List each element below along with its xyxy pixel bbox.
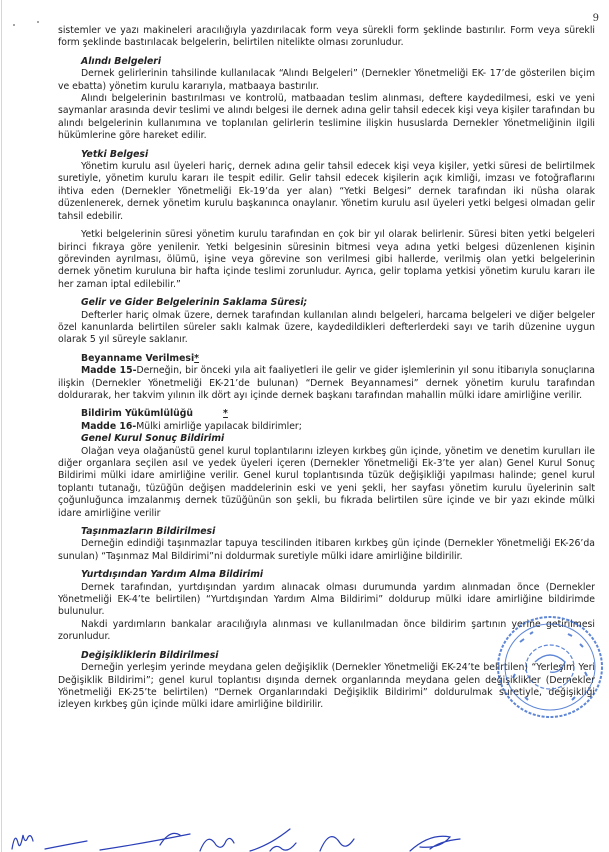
paragraph: Derneğin yerleşim yerinde meydana gelen değişiklik (Dernekler Yönetmeliği EK-24’te belirtilen) “Yerleşim Yeri Değişiklik Bildirimi”; genel kurul toplantısı dışında dernek organlarında meydana gelen değişiklikler (Dernekler Yönetmeliği EK-25’te belirtilen) “Dernek Organlarındaki Değişiklik Bildirimi” doldurulmak suretiyle, değişikliği izleyen kırkbeş gün içinde mülki idare amirliğine bildirilir. [58, 662, 595, 711]
section-heading-bildirim [81, 408, 595, 420]
article-text: Mülki amirliğe yapılacak bildirimler; [136, 420, 302, 432]
section-heading-saklama: Gelir ve Gider Belgelerinin Saklama Süresi; [81, 297, 308, 309]
heading-text: Bildirim Yükümlülüğü [81, 408, 194, 420]
paragraph: Olağan veya olağanüstü genel kurul toplantılarını izleyen kırkbeş gün içinde, yönetim ve denetim kurulları ile diğer organlara seçilen asıl ve yedek üyeleri içeren (Dernekler Yönetmeliği Ek-3’te yer alan) Genel Kurul Sonuç Bildirimi mülki idare amirliğine verilir. Genel kurul toplantısında tüzük değişikliği yapılması halinde; genel kurul toplantı tutanağı, tüzüğün değişen maddelerinin eski ve yeni şekli, her sayfası yönetim kurulu üyelerinin salt çoğunluğunca imzalanmış dernek tüzüğünün son şekli, bu fıkrada belirtilen süre içinde ve bir yazı ekinde mülki idare amirliğine verilir [58, 445, 595, 519]
signature-7 [410, 836, 460, 851]
article-text: Derneğin, bir önceki yıla ait faaliyetleri ile gelir ve gider işlemlerinin yıl sonu itibarıyla sonuçlarına ilişkin (Dernekler Yönetmeliği EK-21’de bulunan) “Dernek Beyannamesi” dernek yönetim kurulu tarafından doldurarak, her takvim yılının ilk dört ayı içinde dernek başkanı tarafından mahallin mülki idare amirliğine verilir. [58, 365, 595, 401]
section-heading-tasinmaz: Taşınmazların Bildirilmesi [81, 526, 216, 538]
heading-text: Beyanname Verilmesi [81, 352, 195, 364]
article-label: Madde 16- [81, 420, 137, 432]
footnote-star: * [223, 408, 228, 420]
paragraph: Nakdi yardımların bankalar aracılığıyla alınması ve kullanılmadan önce bildirim şartının yerine getirilmesi zorunludur. [58, 618, 595, 643]
scan-speck [13, 24, 15, 26]
section-heading-alindi: Alındı Belgeleri [81, 55, 162, 67]
paragraph [58, 365, 595, 402]
section-heading-yurtdisi: Yurtdışından Yardım Alma Bildirimi [81, 569, 264, 581]
paragraph: Derneğin edindiği taşınmazlar tapuya tescilinden itibaren kırkbeş gün içinde (Dernekler Yönetmeliği EK-26’da sunulan) “Taşınmaz Mal Bildirimi”ni doldurmak suretiyle mülki idare amirliğine bildirilir. [58, 538, 595, 562]
section-heading-genel-kurul: Genel Kurul Sonuç Bildirimi [81, 433, 225, 445]
section-heading-beyanname [81, 353, 595, 365]
scan-edge [1, 0, 2, 852]
paragraph: Yönetim kurulu asıl üyeleri hariç, dernek adına gelir tahsil edecek kişi veya kişiler, yetki süresi de belirtilmek suretiyle, yönetim kurulu kararı ile tespit edilir. Gelir tahsil edecek kişilerin açık kimliği, imzası ve fotoğraflarını ihtiva eden (Dernekler Yönetmeliği Ek-19’da yer alan) “Yetki Belgesi” dernek tarafından iki nüsha olarak düzenlenerek, dernek yönetim kurulu başkanınca onaylanır. Yönetim kurulu asıl üyeleri yetki belgesi olmadan gelir tahsil edebilir. [58, 161, 595, 222]
paragraph: Yetki belgelerinin süresi yönetim kurulu tarafından en çok bir yıl olarak belirlenir. Süresi biten yetki belgeleri birinci fıkraya göre yenilenir. Yetki belgesinin süresinin bitmesi veya adına yetki belgesi düzenlenen kişinin görevinden ayrılması, ölümü, işine veya görevine son verilmesi gibi hallerde, verilmiş olan yetki belgelerinin dernek yönetim kuruluna bir hafta içinde teslimi zorunludur. Ayrıca, gelir toplama yetkisi yönetim kurulu kararı ile her zaman iptal edilebilir.” [58, 229, 595, 290]
document-body [58, 25, 595, 712]
article-label: Madde 15- [81, 365, 137, 377]
signature-5 [250, 829, 296, 851]
page-number: 9 [592, 13, 599, 24]
intro-paragraph: sistemler ve yazı makineleri aracılığıyla yazdırılacak form veya sürekli form şeklinde bastırılır. Form veya sürekli form şeklinde bastırılacak belgelerin, belirtilen nitelikte olması zorunludur. [58, 25, 595, 49]
paragraph: Defterler hariç olmak üzere, dernek tarafından kullanılan alındı belgeleri, harcama belgeleri ve diğer belgeler özel kanunlarda belirtilen süreler saklı kalmak üzere, kaydedildikleri defterlerdeki sayı ve tarih düzenine uygun olarak 5 yıl süreyle saklanır. [58, 309, 595, 346]
paragraph [58, 421, 595, 433]
paragraph: Dernek tarafından, yurtdışından yardım alınacak olması durumunda yardım alınmadan önce (Dernekler Yönetmeliği EK-4’te belirtilen) “Yurtdışından Yardım Alma Bildirimi” doldurup mülki idare amirliğine bildirimde bulunulur. [58, 581, 595, 618]
signature-1 [12, 835, 33, 849]
signature-6 [320, 837, 354, 851]
signature-2 [45, 841, 87, 849]
paragraph: Alındı belgelerinin bastırılması ve kontrolü, matbaadan teslim alınması, deftere kaydedilmesi, eski ve yeni saymanlar arasında devir teslimi ve alındı belgesi ile dernek adına gelir tahsil edecek kişi veya kişiler tarafından bu alındı belgelerinin kullanımına ve toplanılan gelirlerin teslimine ilişkin hususlarda Dernekler Yönetmeliğinin ilgili hükümlerine göre hareket edilir. [58, 93, 595, 142]
signature-3 [100, 833, 190, 850]
footnote-star: * [194, 352, 200, 364]
section-heading-yetki: Yetki Belgesi [81, 148, 149, 160]
paragraph: Dernek gelirlerinin tahsilinde kullanılacak “Alındı Belgeleri” (Dernekler Yönetmeliği EK- 17’de gösterilen biçim ve ebatta) yönetim kurulu kararıyla, matbaaya bastırılır. [58, 68, 595, 92]
signature-4 [200, 838, 234, 851]
scan-speck [37, 21, 39, 23]
section-heading-degisiklik: Değişikliklerin Bildirilmesi [81, 649, 219, 661]
signatures [0, 825, 609, 852]
